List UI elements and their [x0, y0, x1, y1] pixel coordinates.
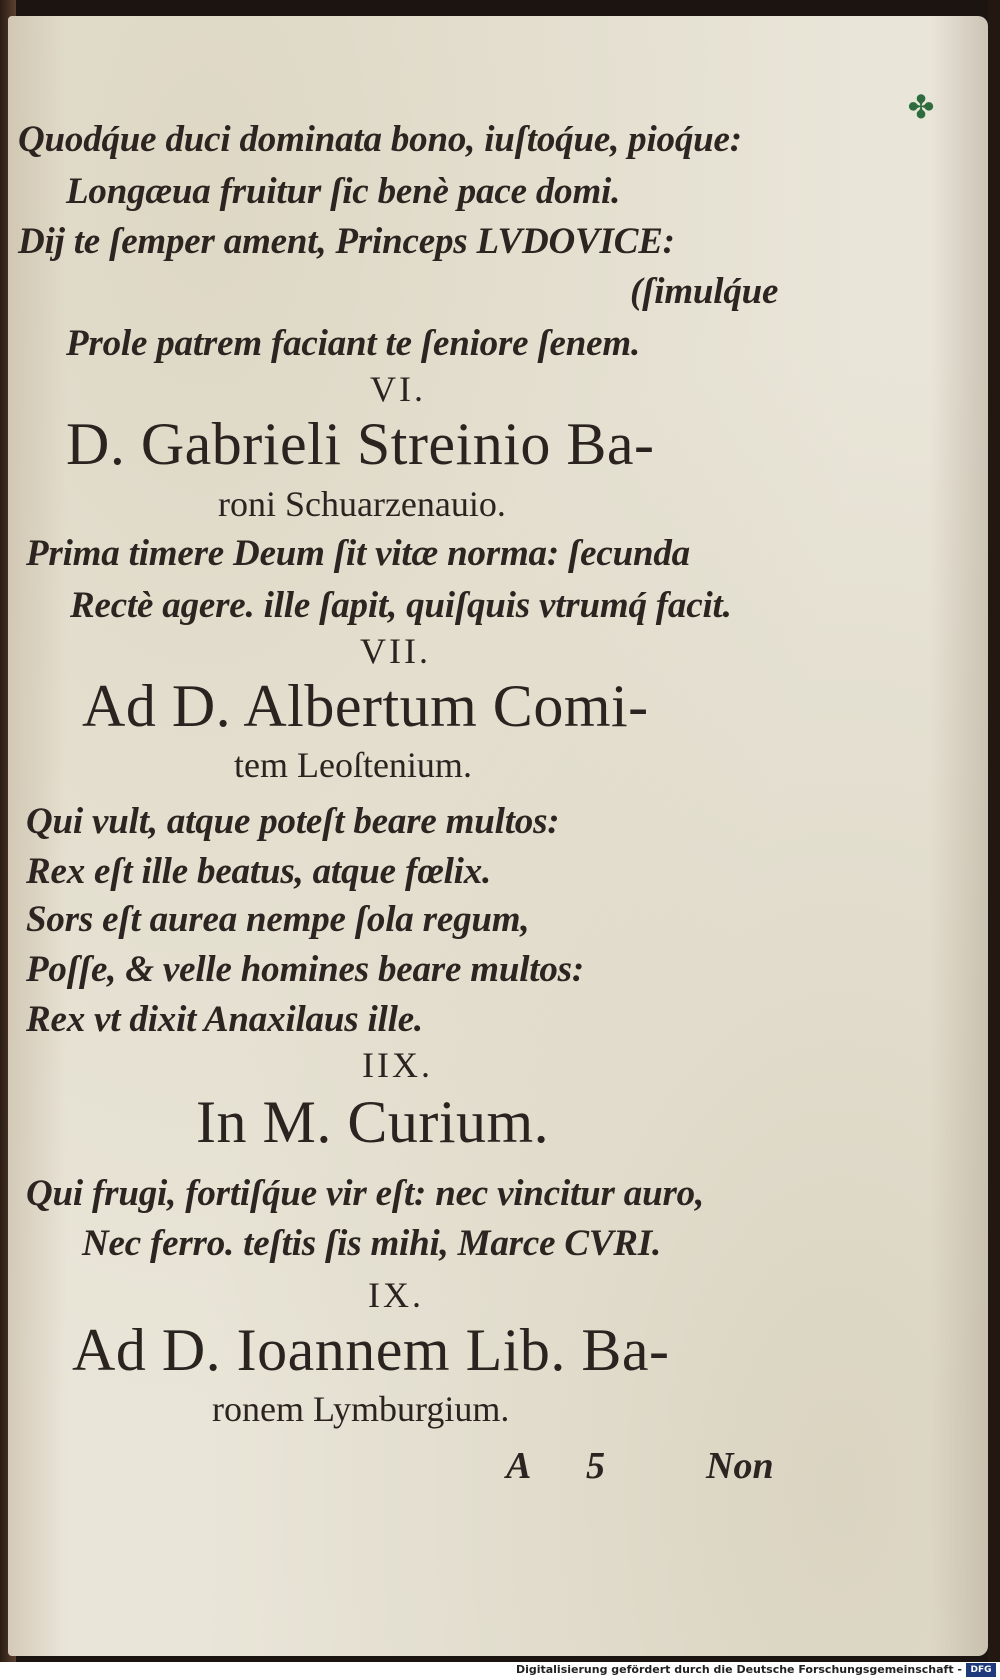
verse-line: Rex vt dixit Anaxilaus ille.: [26, 999, 423, 1040]
section-number: VI.: [370, 369, 426, 409]
verse-line: Nec ferro. teſtis ſis mihi, Marce CVRI.: [82, 1223, 662, 1264]
verse-line: Quodq́ue duci dominata bono, iuſtoq́ue, pioq́ue:: [18, 119, 742, 160]
section-heading: D. Gabrieli Streinio Ba-: [66, 411, 655, 477]
section-heading: Ad D. Ioannem Lib. Ba-: [72, 1317, 670, 1383]
verse-line: Prole patrem faciant te ſeniore ſenem.: [66, 323, 641, 364]
verse-line: Prima timere Deum ſit vitæ norma: ſecunda: [26, 533, 690, 574]
digitization-credit: Digitalisierung gefördert durch die Deutsche Forschungsgemeinschaft -: [515, 1663, 962, 1676]
scan-edge-right: [988, 0, 1000, 1680]
signature-mark: A: [506, 1445, 532, 1487]
section-heading: In M. Curium.: [196, 1089, 550, 1155]
section-heading: Ad D. Albertum Comi-: [82, 673, 649, 739]
verse-line: Longæua fruitur ſic benè pace domi.: [66, 171, 621, 212]
section-number: IIX.: [362, 1045, 433, 1085]
section-heading-continuation: roni Schuarzenauio.: [218, 484, 506, 524]
catchword: Non: [706, 1445, 774, 1487]
verse-line: (ſimulq́ue: [630, 271, 779, 312]
section-number: VII.: [360, 631, 431, 671]
verse-line: Rex eſt ille beatus, atque fœlix.: [26, 851, 492, 892]
verse-line: Rectè agere. ille ſapit, quiſquis vtrumq́ facit.: [70, 585, 732, 626]
dfg-logo-icon: DFG: [966, 1663, 996, 1677]
verse-line: Poſſe, & velle homines beare multos:: [26, 949, 584, 990]
ornament-icon: ✤: [907, 88, 935, 126]
signature-number: 5: [586, 1445, 605, 1487]
verse-line: Dij te ſemper ament, Princeps LVDOVICE:: [18, 221, 675, 262]
verse-line: Sors eſt aurea nempe ſola regum,: [26, 899, 530, 940]
verse-line: Qui frugi, fortiſq́ue vir eſt: nec vincitur auro,: [26, 1173, 704, 1214]
section-number: IX.: [368, 1275, 424, 1315]
section-heading-continuation: ronem Lymburgium.: [212, 1389, 510, 1429]
section-heading-continuation: tem Leoſtenium.: [234, 745, 472, 785]
verse-line: Qui vult, atque poteſt beare multos:: [26, 801, 560, 842]
